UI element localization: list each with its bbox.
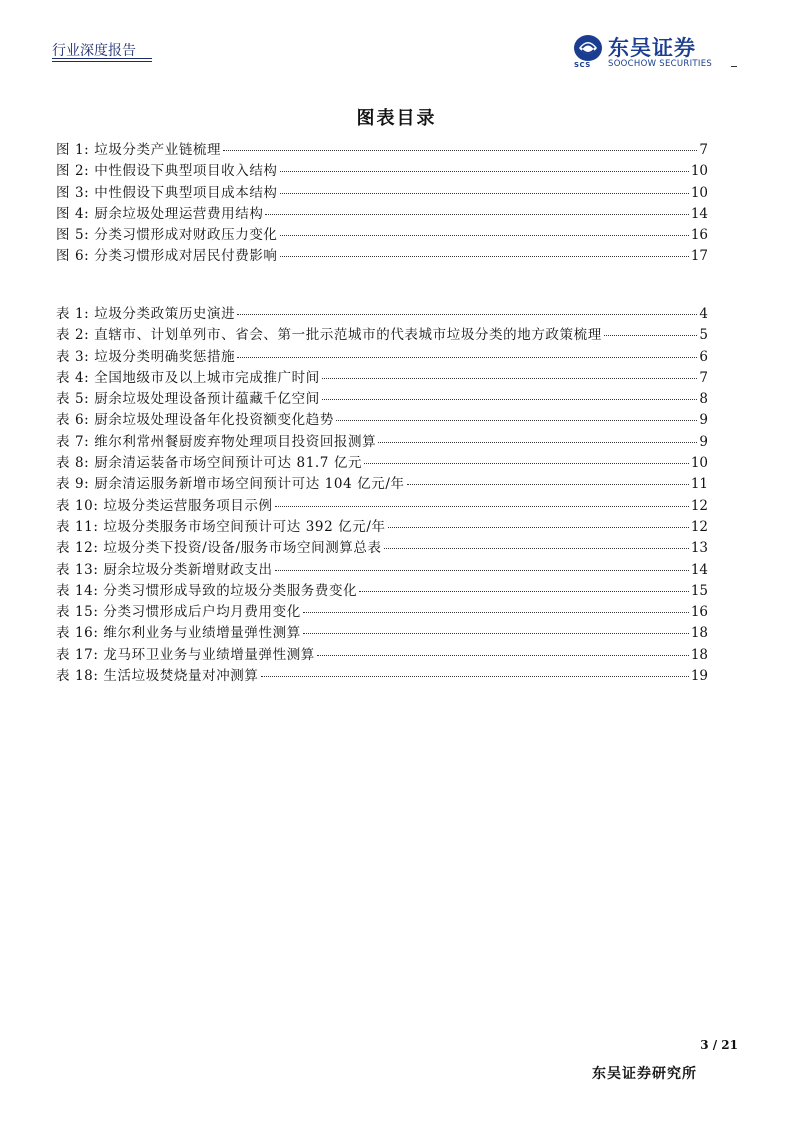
toc-leader-dots: [237, 357, 697, 358]
toc-leader-dots: [384, 548, 689, 549]
toc-entry-label: 表 7: 维尔利常州餐厨废弃物处理项目投资回报测算: [56, 433, 377, 450]
footer-institute: 东吴证券研究所: [592, 1066, 697, 1082]
toc-table-entry[interactable]: [56, 408, 708, 429]
toc-figure-entry[interactable]: [56, 202, 708, 223]
toc-leader-dots: [280, 235, 689, 236]
toc-figure-entry[interactable]: [56, 223, 708, 244]
toc-entry-label: 表 11: 垃圾分类服务市场空间预计可达 392 亿元/年: [56, 518, 386, 535]
toc-leader-dots: [604, 335, 698, 336]
company-logo: [573, 34, 738, 74]
toc-table-entry[interactable]: [56, 515, 708, 536]
toc-table-entry[interactable]: [56, 643, 708, 664]
toc-leader-dots: [407, 484, 689, 485]
toc-leader-dots: [303, 633, 689, 634]
toc-entry-label: 表 4: 全国地级市及以上城市完成推广时间: [56, 369, 320, 386]
toc-entry-page: 12: [690, 518, 708, 535]
toc-figure-entry[interactable]: [56, 138, 708, 159]
toc-entry-page: 4: [699, 306, 708, 322]
table-list: [56, 302, 708, 685]
toc-entry-page: 12: [690, 497, 708, 514]
toc-leader-dots: [261, 676, 689, 677]
toc-table-entry[interactable]: [56, 664, 708, 685]
toc-entry-page: 9: [699, 412, 708, 429]
toc-entry-page: 7: [699, 369, 708, 386]
toc-entry-label: 表 15: 分类习惯形成后户均月费用变化: [56, 604, 301, 621]
figure-list: [56, 138, 708, 266]
toc-entry-label: 表 1: 垃圾分类政策历史演进: [56, 306, 236, 322]
toc-entry-page: 8: [699, 391, 708, 408]
toc-entry-label: 图 5: 分类习惯形成对财政压力变化: [56, 227, 278, 244]
toc-entry-page: 6: [699, 348, 708, 365]
toc-entry-page: 14: [690, 561, 708, 578]
toc-table-entry[interactable]: [56, 579, 708, 600]
toc-table-entry[interactable]: [56, 387, 708, 408]
toc-entry-page: 17: [690, 248, 708, 265]
toc-entry-label: 表 2: 直辖市、计划单列市、省会、第一批示范城市的代表城市垃圾分类的地方政策梳理: [56, 327, 602, 344]
header-mark: [731, 66, 737, 67]
report-category: 行业深度报告: [52, 43, 136, 59]
toc-entry-page: 14: [690, 205, 708, 222]
toc-leader-dots: [388, 527, 689, 528]
toc-entry-label: 表 10: 垃圾分类运营服务项目示例: [56, 497, 273, 514]
toc-table-entry[interactable]: [56, 451, 708, 472]
toc-entry-label: 表 12: 垃圾分类下投资/设备/服务市场空间测算总表: [56, 540, 382, 557]
toc-leader-dots: [223, 150, 697, 151]
soochow-logo-icon: [573, 34, 603, 64]
toc-entry-page: 7: [699, 142, 708, 158]
toc-leader-dots: [322, 399, 698, 400]
toc-leader-dots: [237, 314, 697, 315]
toc-figure-entry[interactable]: [56, 244, 708, 265]
toc-entry-page: 16: [690, 227, 708, 244]
toc-entry-label: 表 3: 垃圾分类明确奖惩措施: [56, 348, 236, 365]
toc-leader-dots: [280, 193, 689, 194]
toc-table-entry[interactable]: [56, 494, 708, 515]
toc-entry-label: 表 6: 厨余垃圾处理设备年化投资额变化趋势: [56, 412, 334, 429]
toc-leader-dots: [275, 570, 689, 571]
toc-table-entry[interactable]: [56, 345, 708, 366]
toc-table-entry[interactable]: [56, 558, 708, 579]
toc-entry-page: 10: [690, 184, 708, 201]
toc-table-entry[interactable]: [56, 366, 708, 387]
toc-entry-page: 13: [690, 540, 708, 557]
toc-entry-label: 表 9: 厨余清运服务新增市场空间预计可达 104 亿元/年: [56, 476, 405, 493]
page-title: 图表目录: [356, 108, 437, 129]
toc-figure-entry[interactable]: [56, 181, 708, 202]
toc-figure-entry[interactable]: [56, 159, 708, 180]
toc-entry-label: 表 13: 厨余垃圾分类新增财政支出: [56, 561, 273, 578]
toc-entry-label: 图 3: 中性假设下典型项目成本结构: [56, 184, 278, 201]
header-underline: [52, 58, 152, 59]
toc-entry-label: 表 18: 生活垃圾焚烧量对冲测算: [56, 668, 259, 685]
toc-entry-label: 表 8: 厨余清运装备市场空间预计可达 81.7 亿元: [56, 455, 363, 472]
toc-table-entry[interactable]: [56, 323, 708, 344]
toc-entry-page: 15: [690, 582, 708, 599]
toc-table-entry[interactable]: [56, 472, 708, 493]
toc-entry-page: 5: [699, 327, 708, 344]
toc-leader-dots: [364, 463, 689, 464]
toc-entry-label: 表 17: 龙马环卫业务与业绩增量弹性测算: [56, 646, 315, 663]
toc-entry-page: 19: [690, 668, 708, 685]
toc-entry-label: 图 1: 垃圾分类产业链梳理: [56, 142, 222, 158]
toc-entry-label: 表 14: 分类习惯形成导致的垃圾分类服务费变化: [56, 582, 358, 599]
toc-entry-label: 图 4: 厨余垃圾处理运营费用结构: [56, 205, 264, 222]
brand-name-cn: 东吴证券: [608, 36, 696, 60]
brand-name-en: SOOCHOW SECURITIES: [608, 59, 713, 69]
toc-entry-page: 9: [699, 433, 708, 450]
toc-entry-page: 10: [690, 163, 708, 180]
toc-entry-label: 图 6: 分类习惯形成对居民付费影响: [56, 248, 278, 265]
toc-leader-dots: [317, 655, 689, 656]
toc-leader-dots: [303, 612, 689, 613]
toc-entry-page: 18: [690, 625, 708, 642]
page-number: 3 / 21: [700, 1038, 738, 1052]
toc-leader-dots: [336, 420, 697, 421]
toc-entry-page: 18: [690, 646, 708, 663]
toc-table-entry[interactable]: [56, 621, 708, 642]
toc-entry-label: 表 16: 维尔利业务与业绩增量弹性测算: [56, 625, 301, 642]
toc-leader-dots: [280, 256, 689, 257]
brand-abbreviation: SCS: [574, 61, 591, 69]
toc-table-entry[interactable]: [56, 536, 708, 557]
toc-leader-dots: [322, 378, 698, 379]
toc-leader-dots: [265, 214, 688, 215]
toc-entry-label: 表 5: 厨余垃圾处理设备预计蕴藏千亿空间: [56, 391, 320, 408]
toc-leader-dots: [359, 591, 689, 592]
toc-table-entry[interactable]: [56, 302, 708, 323]
toc-leader-dots: [280, 171, 689, 172]
toc-entry-page: 16: [690, 604, 708, 621]
toc-entry-page: 11: [690, 476, 708, 493]
toc-entry-page: 10: [690, 455, 708, 472]
header-underline-2: [52, 61, 152, 62]
toc-leader-dots: [275, 506, 689, 507]
toc-entry-label: 图 2: 中性假设下典型项目收入结构: [56, 163, 278, 180]
toc-table-entry[interactable]: [56, 600, 708, 621]
toc-table-entry[interactable]: [56, 430, 708, 451]
toc-leader-dots: [378, 442, 697, 443]
